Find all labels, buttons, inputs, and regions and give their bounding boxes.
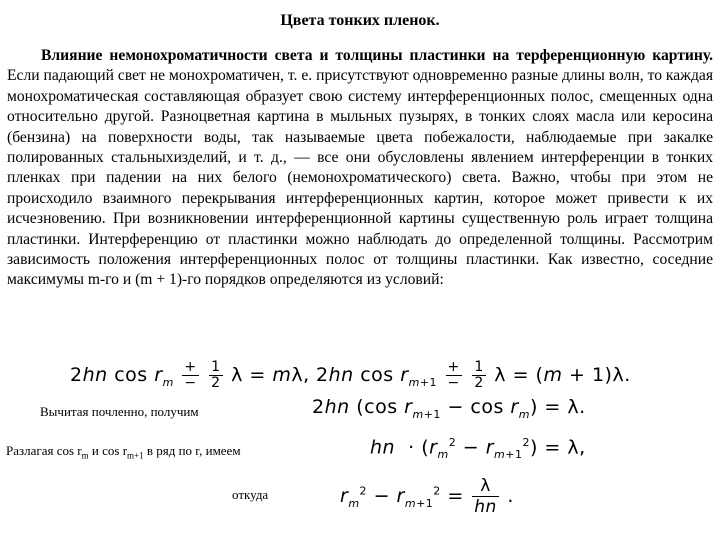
label-subtract: Вычитая почленно, получим [40,404,199,419]
formula-max-m-plus-1: 2hn $\cos r_{m+1}$ $\frac{+}{-}$ $\frac{1}{2}$ λ = (m + 1)λ. [316,359,631,391]
formula-max-m: 2hn $\cos r_m$ $\frac{+}{-}$ $\frac{1}{2}$ λ = mλ, [70,359,310,391]
label-whence: откуда [232,487,269,502]
body-paragraph [7,46,713,291]
section-heading: Влияние немонохроматичности света и толщины пластинки на терференционную картину. [41,47,713,64]
label-expand: Разлагая $\cos r_m$ и $\cos r_{m+1}$ в ряд по r, имеем [6,443,241,461]
paragraph-text: Если падающий свет не монохроматичен, т. е. присутствуют одновременно разные длины волн, то каждая монохроматическая составляющая образует свою систему интерференционных полос, смещенных одна относительно другой. Разноцветная картина в мыльных пузырях, в тонких слоях масла или керосина (бензина) на поверхности воды, так называемые цвета побежалости, наблюдаемые при закалке полированных стальныхизделий, и т. д., — все они обусловлены явлением интерференции в тонких пленках при падении на них белого (немонохроматического) света. Важно, чтобы при этом не происходило взаимного перекрывания интерференционных картин, которое может привести к их исчезновению. При возникновении интерференционной картины существенную роль играет толщина пластинки. Интерференцию от пластинки можно наблюдать до определенной толщины. Рассмотрим зависимость положения интерференционных полос от толщины пластинки. Как известно, соседние максимумы m-го и (m + 1)-го порядков определяются из условий: [7,67,713,289]
formula-result: $r_m^2 - r_{m+1}^2$ = $\frac{\lambda}{hn}$ . [340,476,514,517]
formula-difference: 2hn (cos $r_{m+1} - \cos r_m) = \lambda$. [312,396,586,421]
formula-expansion: hn · $(r_m^2 - r_{m+1}^2) = \lambda$, [370,436,586,462]
page-title: Цвета тонких пленок. [280,12,440,29]
